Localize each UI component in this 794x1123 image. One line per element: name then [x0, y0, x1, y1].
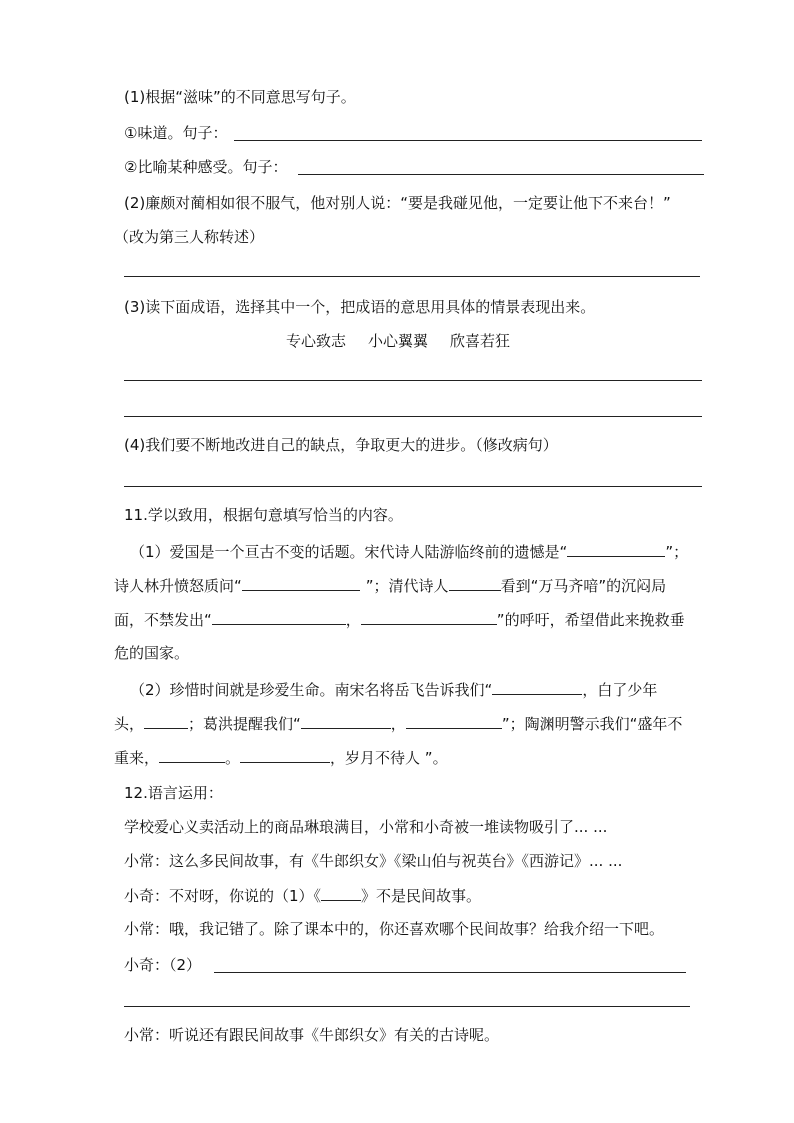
blank-s1-5[interactable]: [361, 608, 497, 625]
blank-s1-1[interactable]: [567, 540, 665, 557]
q10-part3-title: (3)读下面成语，选择其中一个，把成语的意思用具体的情景表现出来。: [124, 298, 596, 316]
q12-intro: 学校爱心义卖活动上的商品琳琅满目，小常和小奇被一堆读物吸引了... ...: [124, 818, 608, 836]
idiom-3: 欣喜若狂: [450, 332, 511, 350]
q11-s2-line-b: 头， ；葛洪提醒我们“ ， ”；陶渊明警示我们“盛年不: [114, 712, 682, 735]
answer-line-2[interactable]: [124, 276, 700, 277]
q11-s1-line-d: 危的国家。: [114, 644, 190, 662]
q11-s2-line-a: （2）珍惜时间就是珍爱生命。南宋名将岳飞告诉我们“ ，白了少年: [130, 678, 657, 701]
blank-s1-2[interactable]: [242, 574, 360, 591]
q10-part2-line1: (2)廉颇对蔺相如很不服气，他对别人说：“要是我碰见他，一定要让他下不来台！”: [124, 194, 671, 212]
blank-q12-1[interactable]: [321, 884, 361, 901]
q12-dialog-1: 小常：这么多民间故事，有《牛郎织女》《梁山伯与祝英台》《西游记》... ...: [124, 852, 623, 870]
q11-title: 11.学以致用，根据句意填写恰当的内容。: [124, 506, 403, 524]
q12-dialog-3: 小常：哦，我记错了。除了课本中的，你还喜欢哪个民间故事？给我介绍一下吧。: [124, 920, 665, 938]
q10-part1-a-label: ①味道。句子：: [124, 124, 228, 142]
blank-s2-3[interactable]: [301, 712, 391, 729]
idiom-list: [286, 330, 510, 352]
blank-s1-3[interactable]: [449, 574, 501, 591]
q11-s2-line-c: 重来， 。 ，岁月不待人 ”。: [114, 746, 448, 769]
q11-s1-line-a: （1）爱国是一个亘古不变的话题。宋代诗人陆游临终前的遗憾是“ ”；: [130, 540, 688, 563]
blank-s2-2[interactable]: [144, 712, 188, 729]
q11-s1-line-c: 面，不禁发出“ ， ”的呼吁，希望借此来挽救垂: [114, 608, 685, 631]
blank-s2-5[interactable]: [159, 746, 225, 763]
idiom-1: 专心致志: [286, 332, 347, 350]
answer-line-q12-2a[interactable]: [214, 972, 686, 973]
q10-part1-b-label: ②比喻某种感受。句子：: [124, 158, 288, 176]
answer-line-4[interactable]: [124, 486, 702, 487]
blank-s2-4[interactable]: [406, 712, 502, 729]
q10-part2-line2: （改为第三人称转述）: [114, 228, 265, 246]
answer-line-3b[interactable]: [124, 416, 702, 417]
answer-line-1a[interactable]: [234, 140, 702, 141]
blank-s1-4[interactable]: [212, 608, 346, 625]
answer-line-q12-2b[interactable]: [124, 1006, 690, 1007]
q10-part1-title: (1)根据“滋味”的不同意思写句子。: [124, 88, 356, 106]
idiom-2: 小心翼翼: [368, 332, 429, 350]
q12-dialog-2: 小奇：不对呀，你说的（1）《 》不是民间故事。: [124, 884, 481, 907]
blank-s2-1[interactable]: [492, 678, 582, 695]
answer-line-3a[interactable]: [124, 380, 702, 381]
answer-line-1b[interactable]: [298, 174, 704, 175]
q10-part4-title: (4)我们要不断地改进自己的缺点，争取更大的进步。（修改病句）: [124, 436, 558, 454]
q11-s1-line-b: 诗人林升愤怒质问“ ”；清代诗人 看到“万马齐喑”的沉闷局: [114, 574, 666, 597]
q12-title: 12.语言运用：: [124, 784, 223, 802]
q12-dialog-5: 小常：听说还有跟民间故事《牛郎织女》有关的古诗呢。: [124, 1026, 500, 1044]
blank-s2-6[interactable]: [240, 746, 330, 763]
q12-dialog-4: 小奇：（2）: [124, 956, 202, 974]
